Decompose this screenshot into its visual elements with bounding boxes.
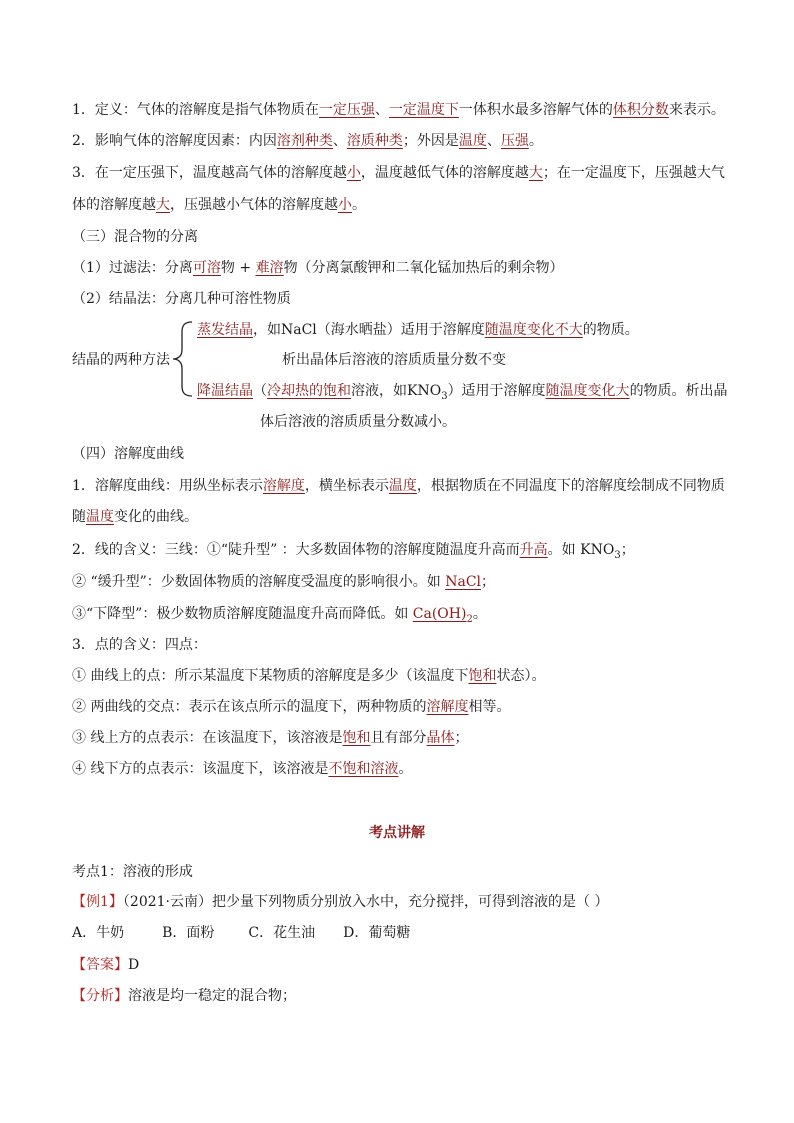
pressure-line-2 (72, 195, 366, 215)
text: 物（分离氯酸钾和二氧化锰加热后的剩余物） (283, 260, 564, 276)
text: ； (481, 574, 496, 590)
blank-answer: 饱和 (342, 730, 371, 746)
answer-line (72, 955, 139, 975)
text: 1．定义：气体的溶解度是指气体物质在 (72, 102, 319, 118)
curly-brace-icon (170, 320, 196, 398)
cooling-line (197, 381, 728, 407)
subscript: 3 (614, 549, 621, 561)
blank-answer: 一定温度下 (388, 102, 459, 118)
text: ； (454, 730, 469, 746)
example-question (72, 892, 608, 912)
filtration-line (72, 258, 564, 278)
example-tag: 【例1】 (72, 894, 123, 910)
text: ，如NaCl（海水晒盐）适用于溶解度 (253, 322, 485, 338)
point-meaning-heading: 3．点的含义：四点： (72, 637, 207, 653)
two-methods-label: 结晶的两种方法 (72, 352, 170, 368)
line-meaning-1 (72, 540, 635, 566)
text: ，根据物质在不同温度下的溶解度绘制成不同物质 (416, 478, 725, 494)
blank-answer: 溶质种类 (346, 133, 403, 149)
blank-answer: 随温度变化大 (545, 383, 630, 399)
curve-def-line-2 (72, 507, 198, 527)
text: 且有部分 (370, 730, 427, 746)
text: 体的溶解度越 (72, 197, 156, 213)
text: 状态）。 (496, 668, 546, 684)
pressure-line-1 (72, 163, 725, 183)
text: 1．溶解度曲线：用纵坐标表示 (72, 478, 263, 494)
text: 溶液是均一稳定的混合物； (128, 988, 296, 1004)
text: 。 (528, 133, 543, 149)
blank-answer: 一定压强 (318, 102, 375, 118)
blank-answer: 溶解度 (426, 699, 469, 715)
text: 、 (486, 133, 501, 149)
text: ③ 线上方的点表示：在该温度下，该溶液是 (72, 730, 343, 746)
text: 物 + (220, 260, 256, 276)
text: 相等。 (468, 699, 511, 715)
text: 来表示。 (668, 102, 725, 118)
text: ，温度越低气体的溶解度越 (360, 165, 529, 181)
line-meaning-3 (72, 604, 487, 630)
text: 。 (472, 606, 487, 622)
blank-answer: 冷却热的饱和 (267, 383, 351, 399)
subscript: 3 (441, 390, 448, 402)
text: 。 (398, 761, 413, 777)
text: （2021·云南）把少量下列物质分别放入水中，充分搅拌，可得到溶液的是（ ） (122, 894, 609, 910)
point-meaning-4 (72, 759, 412, 779)
blank-answer: 溶剂种类 (276, 133, 333, 149)
text: ；在一定温度下，压强越大气 (542, 165, 725, 181)
analysis-line (72, 986, 296, 1006)
factors-line (72, 131, 543, 151)
point-meaning-1 (72, 666, 545, 686)
text: 2．线的含义：三线：①“陡升型” ：大多数固体物的溶解度随温度升高而 (72, 542, 520, 558)
text: 、 (374, 102, 389, 118)
text: （ (253, 383, 267, 399)
text: Ca(OH) (412, 606, 467, 622)
line-meaning-2 (72, 572, 495, 592)
blank-answer: 压强 (500, 133, 529, 149)
text: 溶液，如KNO (351, 383, 442, 399)
blank-answer: 小 (338, 197, 352, 213)
blank-answer (412, 606, 473, 625)
text: ③“下降型”：极少数物质溶解度随温度升高而降低。如 (72, 606, 413, 622)
blank-answer: 升高 (519, 542, 548, 558)
blank-answer: 难溶 (255, 260, 284, 276)
option-d: D．葡萄糖 (343, 925, 411, 941)
cooling-note: 体后溶液的溶质质量分数减小。 (260, 414, 456, 430)
option-b: B．面粉 (162, 925, 215, 941)
text: 。如 KNO (547, 542, 615, 558)
blank-answer: 可溶 (192, 260, 221, 276)
answer-tag: 【答案】 (72, 957, 128, 973)
text: 、 (332, 133, 347, 149)
options-line (72, 923, 410, 943)
text: ）适用于溶解度 (447, 383, 546, 399)
blank-answer: 溶解度 (262, 478, 305, 494)
text: 的物质。 (582, 322, 639, 338)
text: ② 两曲线的交点：表示在该点所示的温度下，两种物质的 (72, 699, 427, 715)
point-meaning-3 (72, 728, 468, 748)
text: 变化的曲线。 (114, 509, 198, 525)
text: ；外因是 (402, 133, 459, 149)
text: （1）过滤法：分离 (72, 260, 193, 276)
option-c: C．花生油 (248, 925, 316, 941)
blank-answer: 小 (346, 165, 361, 181)
curve-def-line-1 (72, 476, 725, 496)
text: 的物质。析出晶 (629, 383, 728, 399)
text: ； (620, 542, 635, 558)
blank-answer: 饱和 (468, 668, 497, 684)
section-title: 考点讲解 (369, 825, 425, 841)
text: 一体积水最多溶解气体的 (458, 102, 613, 118)
definition-line (72, 100, 725, 120)
blank-answer: 温度 (86, 509, 114, 525)
text: 随 (72, 509, 86, 525)
blank-answer: 温度 (388, 478, 417, 494)
text: 。 (352, 197, 366, 213)
blank-answer: 降温结晶 (197, 383, 253, 399)
blank-answer: 大 (528, 165, 543, 181)
evaporation-line (197, 320, 639, 340)
analysis-tag: 【分析】 (72, 988, 128, 1004)
answer-value: D (128, 957, 140, 973)
text: 3．在一定压强下，温度越高气体的溶解度越 (72, 165, 347, 181)
crystallization-line: （2）结晶法：分离几种可溶性物质 (72, 291, 291, 307)
blank-answer: 随温度变化不大 (484, 322, 583, 338)
text: ④ 线下方的点表示：该温度下，该溶液是 (72, 761, 329, 777)
option-a: A．牛奶 (72, 925, 125, 941)
text: ，横坐标表示 (304, 478, 389, 494)
text: ② “缓升型”：少数固体物质的溶解度受温度的影响很小。如 (72, 574, 446, 590)
blank-answer: NaCl (445, 574, 482, 590)
topic-heading: 考点1：溶液的形成 (72, 864, 193, 880)
subscript: 2 (466, 613, 473, 625)
evaporation-note: 析出晶体后溶液的溶质质量分数不变 (282, 352, 506, 368)
blank-answer: 温度 (458, 133, 487, 149)
blank-answer: 晶体 (426, 730, 455, 746)
point-meaning-2 (72, 697, 510, 717)
section-heading-4: （四）溶解度曲线 (72, 446, 184, 462)
text: 2．影响气体的溶解度因素：内因 (72, 133, 277, 149)
text: ，压强越小气体的溶解度越 (170, 197, 338, 213)
text: ① 曲线上的点：所示某温度下某物质的溶解度是多少（该温度下 (72, 668, 469, 684)
blank-answer: 体积分数 (612, 102, 669, 118)
blank-answer: 不饱和溶液 (328, 761, 399, 777)
blank-answer: 蒸发结晶 (197, 322, 253, 338)
blank-answer: 大 (156, 197, 170, 213)
section-heading-3: （三）混合物的分离 (72, 229, 198, 245)
